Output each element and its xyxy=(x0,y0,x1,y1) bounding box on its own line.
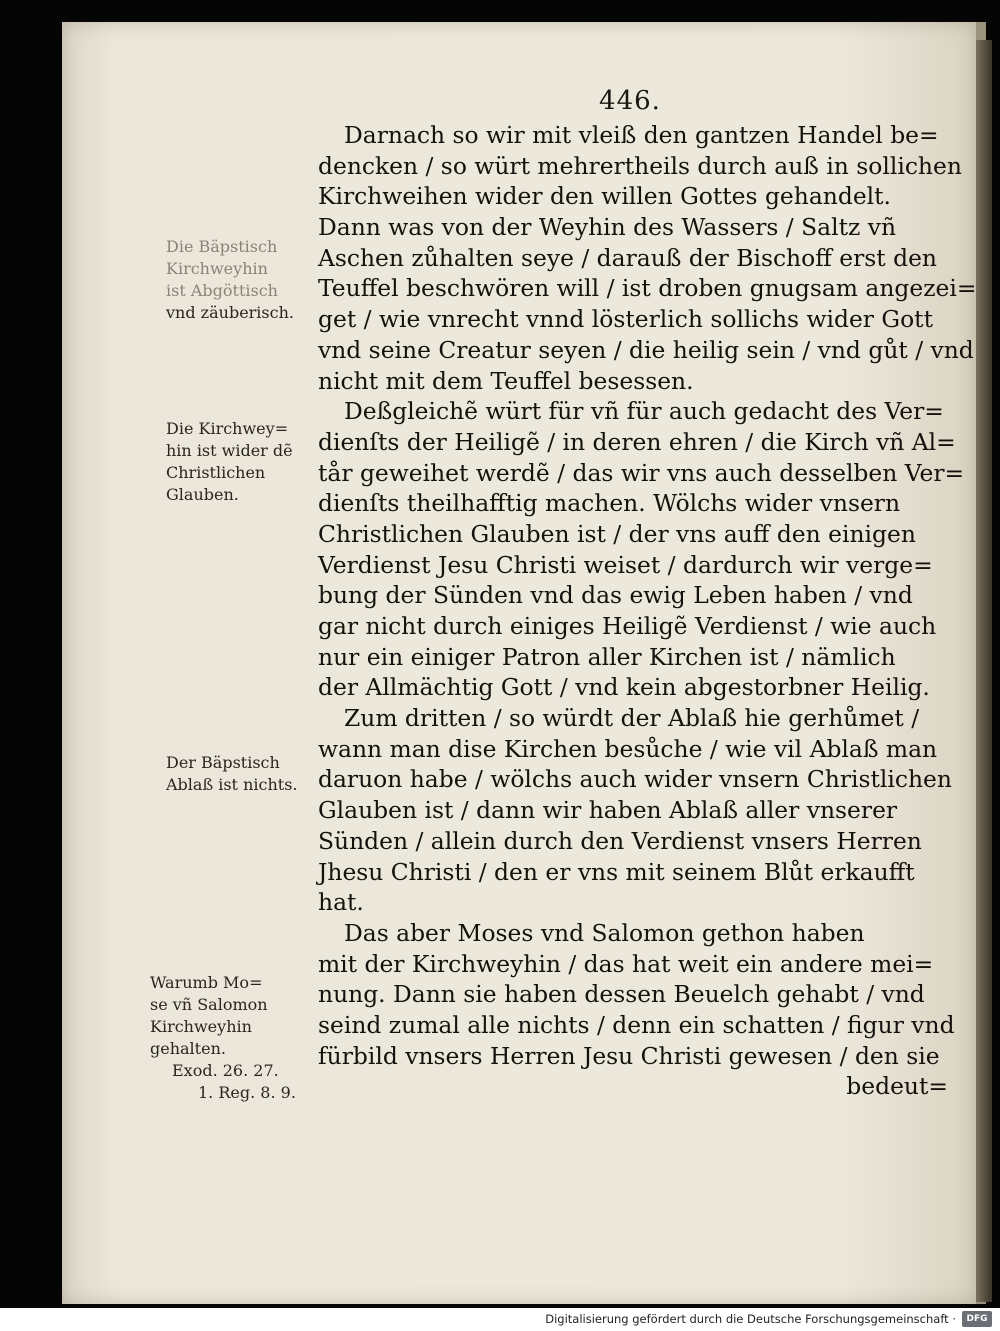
text-line: Christlichen Glauben ist / der vns auff den einigen xyxy=(318,519,916,548)
margin-note-line: Warumb Mo= xyxy=(150,973,263,992)
margin-note xyxy=(150,972,296,1104)
text-line: Dann was von der Weyhin des Wassers / Saltz vñ xyxy=(318,213,897,242)
text-line: Deßgleichẽ würt für vñ für auch gedacht des Ver= xyxy=(344,397,944,426)
footer-bar xyxy=(0,1308,1000,1331)
text-line: dienſts theilhafftig machen. Wölchs wider vnsern xyxy=(318,489,901,518)
text-line: bung der Sünden vnd das ewig Leben haben / vnd xyxy=(318,581,913,610)
margin-note-line: Die Bäpstisch xyxy=(166,237,278,256)
margin-note-line: hin ist wider dẽ xyxy=(166,441,293,460)
margin-note-line: Christlichen xyxy=(166,463,266,482)
text-line: Zum dritten / so würdt der Ablaß hie gerhůmet / xyxy=(344,704,920,733)
text-line: dencken / so würt mehrertheils durch auß in sollichen xyxy=(318,151,962,180)
text-line: wann man dise Kirchen besůche / wie vil Ablaß man xyxy=(318,734,938,763)
body-text xyxy=(318,120,977,1102)
margin-note xyxy=(166,418,293,506)
text-line: Aschen zůhalten seye / darauß der Bischoff erst den xyxy=(318,243,937,272)
funding-note: Digitalisierung gefördert durch die Deutsche Forschungsgemeinschaft · xyxy=(545,1312,956,1326)
catchword: bedeut= xyxy=(846,1072,948,1101)
text-line: seind zumal alle nichts / denn ein schatten / figur vnd xyxy=(318,1010,955,1039)
text-line: Kirchweihen wider den willen Gottes gehandelt. xyxy=(318,182,891,211)
text-line: Verdienst Jesu Christi weiset / dardurch wir verge= xyxy=(318,550,933,579)
margin-note-line: gehalten. xyxy=(150,1039,226,1058)
text-line: Darnach so wir mit vleiß den gantzen Handel be= xyxy=(344,121,939,149)
page-edge xyxy=(976,40,992,1302)
text-line: get / wie vnrecht vnnd lösterlich sollichs wider Gott xyxy=(318,305,933,334)
margin-note-line: Kirchweyhin xyxy=(166,259,268,278)
margin-note xyxy=(166,236,294,324)
text-line: Das aber Moses vnd Salomon gethon haben xyxy=(344,918,865,947)
margin-note-line: Die Kirchwey= xyxy=(166,419,289,438)
text-line: fürbild vnsers Herren Jesu Christi gewesen / den sie xyxy=(318,1041,940,1070)
text-line: Jhesu Christi / den er vns mit seinem Blůt erkaufft xyxy=(318,857,915,886)
margin-note-line: Exod. 26. 27. xyxy=(172,1061,279,1080)
margin-note-line: Glauben. xyxy=(166,485,239,504)
text-line: vnd seine Creatur seyen / die heilig sein / vnd gůt / vnd xyxy=(318,335,974,364)
text-line: Glauben ist / dann wir haben Ablaß aller vnserer xyxy=(318,796,898,825)
text-line: daruon habe / wölchs auch wider vnsern Christlichen xyxy=(318,765,952,794)
margin-note-line: Kirchweyhin xyxy=(150,1017,252,1036)
text-line: mit der Kirchweyhin / das hat weit ein andere mei= xyxy=(318,949,934,978)
margin-note xyxy=(166,752,297,796)
text-line: dienſts der Heiligẽ / in deren ehren / die Kirch vñ Al= xyxy=(318,427,956,456)
margin-note-line: Der Bäpstisch xyxy=(166,753,280,772)
page-number: 446. xyxy=(599,86,661,116)
text-line: gar nicht durch einiges Heiligẽ Verdienst / wie auch xyxy=(318,612,937,640)
margin-note-line: Ablaß ist nichts. xyxy=(166,775,298,794)
text-line: nur ein einiger Patron aller Kirchen ist / nämlich xyxy=(318,642,896,671)
text-line: Sünden / allein durch den Verdienst vnsers Herren xyxy=(318,826,922,855)
margin-note-line: ist Abgöttisch xyxy=(166,281,278,300)
text-line: nicht mit dem Teuffel besessen. xyxy=(318,366,694,395)
text-line: hat. xyxy=(318,888,364,917)
margin-note-line: se vñ Salomon xyxy=(150,995,268,1014)
text-line: Teuffel beschwören will / ist droben gnugsam angezei= xyxy=(318,274,977,303)
text-line: der Allmächtig Gott / vnd kein abgestorbner Heilig. xyxy=(318,673,930,702)
dfg-logo: DFG xyxy=(962,1311,992,1327)
text-line: tår geweihet werdẽ / das wir vns auch desselben Ver= xyxy=(318,458,965,487)
margin-note-line: 1. Reg. 8. 9. xyxy=(198,1083,296,1102)
text-line: nung. Dann sie haben dessen Beuelch gehabt / vnd xyxy=(318,980,925,1009)
margin-note-line: vnd zäuberisch. xyxy=(166,303,294,322)
